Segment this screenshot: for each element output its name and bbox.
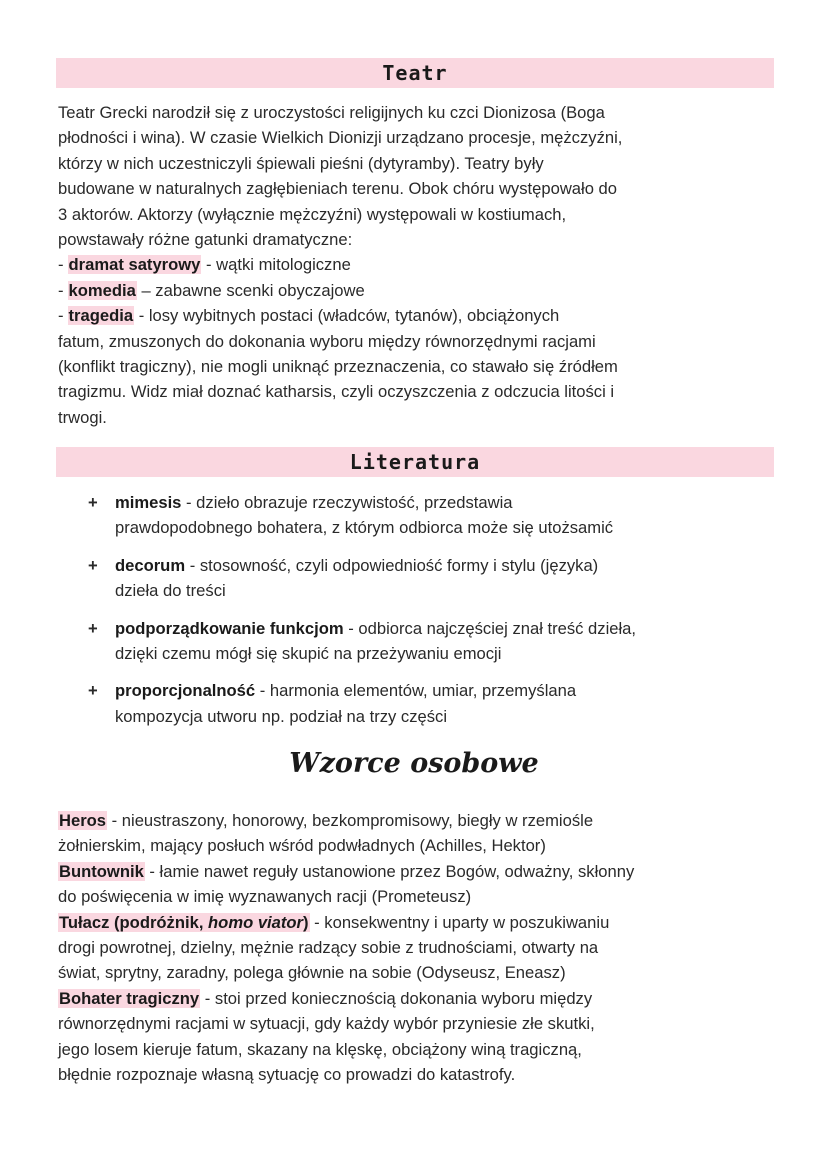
genre-item	[58, 303, 773, 328]
plus-bullet-icon: +	[88, 555, 98, 575]
person-term-latin: homo viator	[208, 912, 304, 932]
person-entry-heros	[58, 808, 773, 833]
genre-term: dramat satyrowy	[68, 255, 201, 275]
person-entry-bohater	[58, 986, 773, 1011]
genre-desc: – zabawne scenki obyczajowe	[136, 280, 365, 300]
person-desc: - stoi przed koniecznością dokonania wyboru między	[200, 988, 593, 1008]
literatura-item	[88, 553, 778, 604]
teatr-line: tragizmu. Widz miał doznać katharsis, czyli oczyszczenia z odczucia litości i	[58, 382, 615, 402]
plus-bullet-icon: +	[88, 618, 98, 638]
literatura-item	[88, 490, 778, 541]
genre-term: tragedia	[68, 306, 134, 326]
person-desc: - łamie nawet reguły ustanowione przez Bogów, odważny, skłonny	[144, 861, 635, 881]
teatr-line: trwogi.	[58, 407, 107, 427]
plus-bullet-icon: +	[88, 493, 98, 512]
teatr-line: 3 aktorów. Aktorzy (wyłącznie mężczyźni) występowali w kostiumach,	[58, 204, 567, 224]
person-entry-buntownik	[58, 859, 773, 884]
genre-desc: - wątki mitologiczne	[201, 255, 351, 275]
literatura-heading-band	[56, 447, 774, 477]
wzorce-title: Wzorce osobowe	[289, 748, 539, 779]
teatr-line: (konflikt tragiczny), nie mogli uniknąć przeznaczenia, co stawało się źródłem	[58, 357, 618, 377]
literatura-desc: - harmonia elementów, umiar, przemyślana	[255, 681, 577, 701]
literatura-desc-cont: dzieła do treści	[115, 581, 226, 601]
literatura-term: mimesis	[115, 493, 182, 512]
literatura-list	[88, 490, 778, 741]
literatura-title: Literatura	[349, 450, 481, 474]
literatura-item	[88, 678, 778, 729]
person-desc-line: drogi powrotnej, dzielny, mężnie radzący sobie z trudnościami, otwarty na	[58, 938, 599, 958]
teatr-section	[58, 100, 773, 430]
literatura-term: podporządkowanie funkcjom	[115, 618, 344, 638]
dash-marker: -	[58, 255, 64, 275]
person-desc-line: błędnie rozpoznaje własną sytuację co prowadzi do katastrofy.	[58, 1065, 516, 1085]
person-term: Buntownik	[59, 861, 144, 881]
teatr-line: którzy w nich uczestniczyli śpiewali pieśni (dytyramby). Teatry były	[58, 153, 544, 173]
person-desc-line: jego losem kieruje fatum, skazany na klęskę, obciążony winą tragiczną,	[58, 1039, 582, 1059]
person-desc-line: żołnierskim, mający posłuch wśród podwładnych (Achilles, Hektor)	[58, 836, 546, 856]
teatr-line: fatum, zmuszonych do dokonania wyboru między równorzędnymi racjami	[58, 331, 596, 351]
literatura-term: proporcjonalność	[115, 681, 256, 701]
dash-marker: -	[58, 280, 64, 300]
literatura-desc-cont: dzięki czemu mógł się skupić na przeżywaniu emocji	[115, 644, 502, 664]
literatura-desc: - dzieło obrazuje rzeczywistość, przedstawia	[181, 493, 513, 512]
teatr-line: powstawały różne gatunki dramatyczne:	[58, 230, 353, 250]
person-term: Bohater tragiczny	[59, 988, 200, 1008]
person-desc-line: do poświęcenia w imię wyznawanych racji (Prometeusz)	[58, 887, 472, 907]
plus-bullet-icon: +	[88, 681, 98, 701]
genre-desc: - losy wybitnych postaci (władców, tytanów), obciążonych	[134, 306, 560, 326]
genre-list	[58, 252, 773, 328]
person-term	[58, 913, 310, 932]
literatura-term: decorum	[115, 555, 186, 575]
person-desc-line: świat, sprytny, zaradny, polega głównie na sobie (Odyseusz, Eneasz)	[58, 963, 566, 983]
literatura-desc-cont: kompozycja utworu np. podział na trzy części	[115, 706, 448, 726]
genre-item	[58, 278, 773, 303]
dash-marker: -	[58, 306, 64, 326]
teatr-title: Teatr	[382, 61, 448, 85]
genre-item	[58, 252, 773, 277]
literatura-desc-cont: prawdopodobnego bohatera, z którym odbiorca może się utożsamić	[115, 518, 614, 538]
wzorce-section	[58, 808, 773, 1087]
person-term-a: Tułacz (podróżnik,	[59, 912, 209, 932]
literatura-desc: - stosowność, czyli odpowiedniość formy i stylu (języka)	[185, 555, 599, 575]
person-term: Heros	[59, 811, 107, 830]
person-desc: - konsekwentny i uparty w poszukiwaniu	[309, 912, 610, 932]
person-desc: - nieustraszony, honorowy, bezkompromisowy, biegły w rzemiośle	[107, 811, 594, 830]
person-desc-line: równorzędnymi racjami w sytuacji, gdy każdy wybór przyniesie złe skutki,	[58, 1014, 595, 1034]
person-term-c: )	[303, 912, 309, 932]
teatr-line: płodności i wina). W czasie Wielkich Dionizji urządzano procesje, mężczyźni,	[58, 128, 623, 148]
person-entry-tulacz	[58, 910, 773, 935]
teatr-line: Teatr Grecki narodził się z uroczystości religijnych ku czci Dionizosa (Boga	[58, 103, 605, 122]
literatura-desc: - odbiorca najczęściej znał treść dzieła,	[343, 618, 637, 638]
literatura-item	[88, 616, 778, 667]
genre-term: komedia	[68, 280, 136, 300]
teatr-line: budowane w naturalnych zagłębieniach terenu. Obok chóru występowało do	[58, 179, 618, 199]
teatr-heading-band	[56, 58, 774, 88]
